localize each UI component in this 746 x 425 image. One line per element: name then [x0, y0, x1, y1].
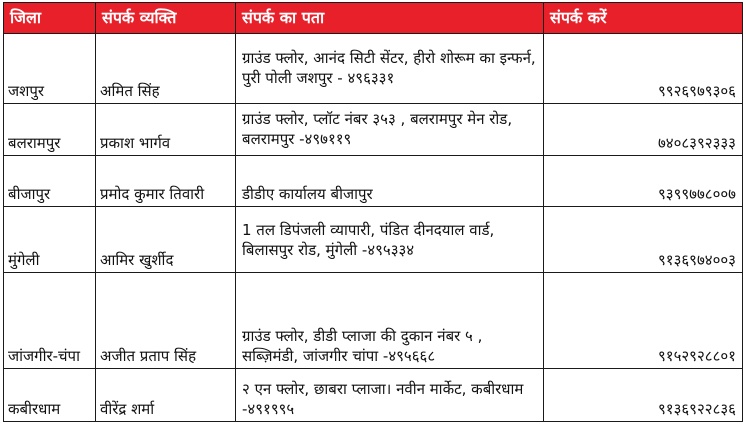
contacts-table: [3, 2, 743, 422]
cell-address: २ एन फ्लोर, छाबरा प्लाजा। नवीन मार्केट, कबीरधाम -४९१९९५: [236, 368, 544, 421]
cell-district: बलरामपुर: [4, 103, 96, 155]
header-contact-person: संपर्क व्यक्ति: [96, 3, 236, 34]
cell-person: प्रकाश भार्गव: [96, 103, 236, 155]
header-phone: संपर्क करें: [544, 3, 743, 34]
cell-person: आमिर खुर्शीद: [96, 207, 236, 273]
table-row: [4, 273, 743, 368]
cell-district: जशपुर: [4, 34, 96, 104]
table-row: [4, 368, 743, 421]
header-address: संपर्क का पता: [236, 3, 544, 34]
table-row: [4, 207, 743, 273]
table-row: [4, 103, 743, 155]
cell-phone: ९१५२९२८८०१: [544, 273, 743, 368]
cell-phone: ९१३६९७४००३: [544, 207, 743, 273]
table-header: [4, 3, 743, 34]
cell-address: ग्राउंड फ्लोर, आनंद सिटी सेंटर, हीरो शोरूम का इन्फर्न, पुरी पोली जशपुर - ४९६३३१: [236, 34, 544, 104]
cell-phone: ९१३६९२२८३६: [544, 368, 743, 421]
header-district: जिला: [4, 3, 96, 34]
table-body: [4, 34, 743, 422]
table-row: [4, 34, 743, 104]
cell-district: जांजगीर-चंपा: [4, 273, 96, 368]
cell-district: मुंगेली: [4, 207, 96, 273]
cell-phone: ९९२६९७९३०६: [544, 34, 743, 104]
table-row: [4, 156, 743, 207]
cell-person: वीरेंद्र शर्मा: [96, 368, 236, 421]
header-row: [4, 3, 743, 34]
cell-address: ग्राउंड फ्लोर, डीडी प्लाजा की दुकान नंबर ५ , सब्ज़िमंडी, जांजगीर चांपा -४९५६६८: [236, 273, 544, 368]
cell-district: बीजापुर: [4, 156, 96, 207]
cell-address: 1 तल डिपंजली व्यापारी, पंडित दीनदयाल वार्ड, बिलासपुर रोड, मुंगेली -४९५३३४: [236, 207, 544, 273]
cell-phone: ७४०८३९२३३३: [544, 103, 743, 155]
cell-address: ग्राउंड फ्लोर, प्लॉट नंबर ३५३ , बलरामपुर मेन रोड, बलरामपुर -४९७११९: [236, 103, 544, 155]
cell-phone: ९३९९७७८००७: [544, 156, 743, 207]
cell-address: डीडीए कार्यालय बीजापुर: [236, 156, 544, 207]
cell-person: प्रमोद कुमार तिवारी: [96, 156, 236, 207]
cell-person: अमित सिंह: [96, 34, 236, 104]
cell-district: कबीरधाम: [4, 368, 96, 421]
cell-person: अजीत प्रताप सिंह: [96, 273, 236, 368]
